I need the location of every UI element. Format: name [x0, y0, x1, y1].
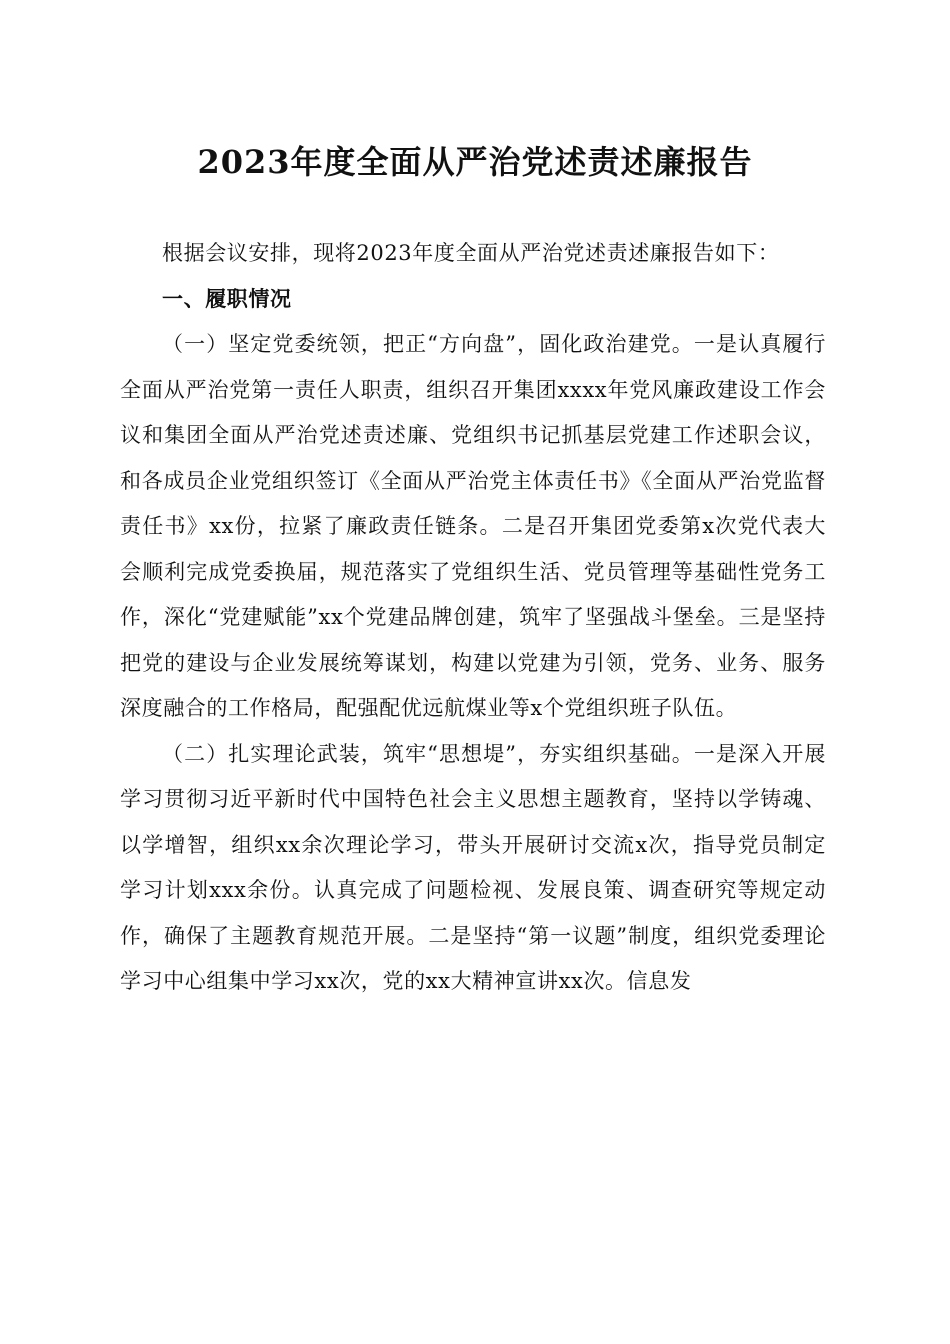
- item1-paragraph: [120, 322, 826, 732]
- document-body: [120, 231, 826, 1005]
- item2-subheading: （二）扎实理论武装，筑牢“思想堤”，夯实组织基础。: [162, 741, 694, 766]
- document-title: 2023年度全面从严治党述责述廉报告: [197, 143, 753, 181]
- item1-subheading: （一）坚定党委统领，把正“方向盘”，固化政治建党。: [162, 332, 694, 356]
- item2-text: 一是深入开展学习贯彻习近平新时代中国特色社会主义思想主题教育，坚持以学铸魂、以学增智，组织xx余次理论学习，带头开展研讨交流x次，指导党员制定学习计划xxx余份。认真完成了问题检视、发展良策、调查研究等规定动作，确保了主题教育规范开展。二是坚持“第一议题”制度，组织党委理论学习中心组集中学习xx次，党的xx大精神宣讲xx次。信息发: [120, 741, 826, 993]
- intro-paragraph: 根据会议安排，现将2023年度全面从严治党述责述廉报告如下：: [162, 241, 780, 265]
- item2-paragraph: [120, 732, 826, 1005]
- section-heading: 一、履职情况: [162, 286, 292, 311]
- item1-text: 一是认真履行全面从严治党第一责任人职责，组织召开集团xxxx年党风廉政建设工作会议和集团全面从严治党述责述廉、党组织书记抓基层党建工作述职会议，和各成员企业党组织签订《全面从严治党主体责任书》《全面从严治党监督责任书》xx份，拉紧了廉政责任链条。二是召开集团党委第x次党代表大会顺利完成党委换届，规范落实了党组织生活、党员管理等基础性党务工作，深化“党建赋能”xx个党建品牌创建，筑牢了坚强战斗堡垒。三是坚持把党的建设与企业发展统筹谋划，构建以党建为引领，党务、业务、服务深度融合的工作格局，配强配优远航煤业等x个党组织班子队伍。: [120, 332, 826, 720]
